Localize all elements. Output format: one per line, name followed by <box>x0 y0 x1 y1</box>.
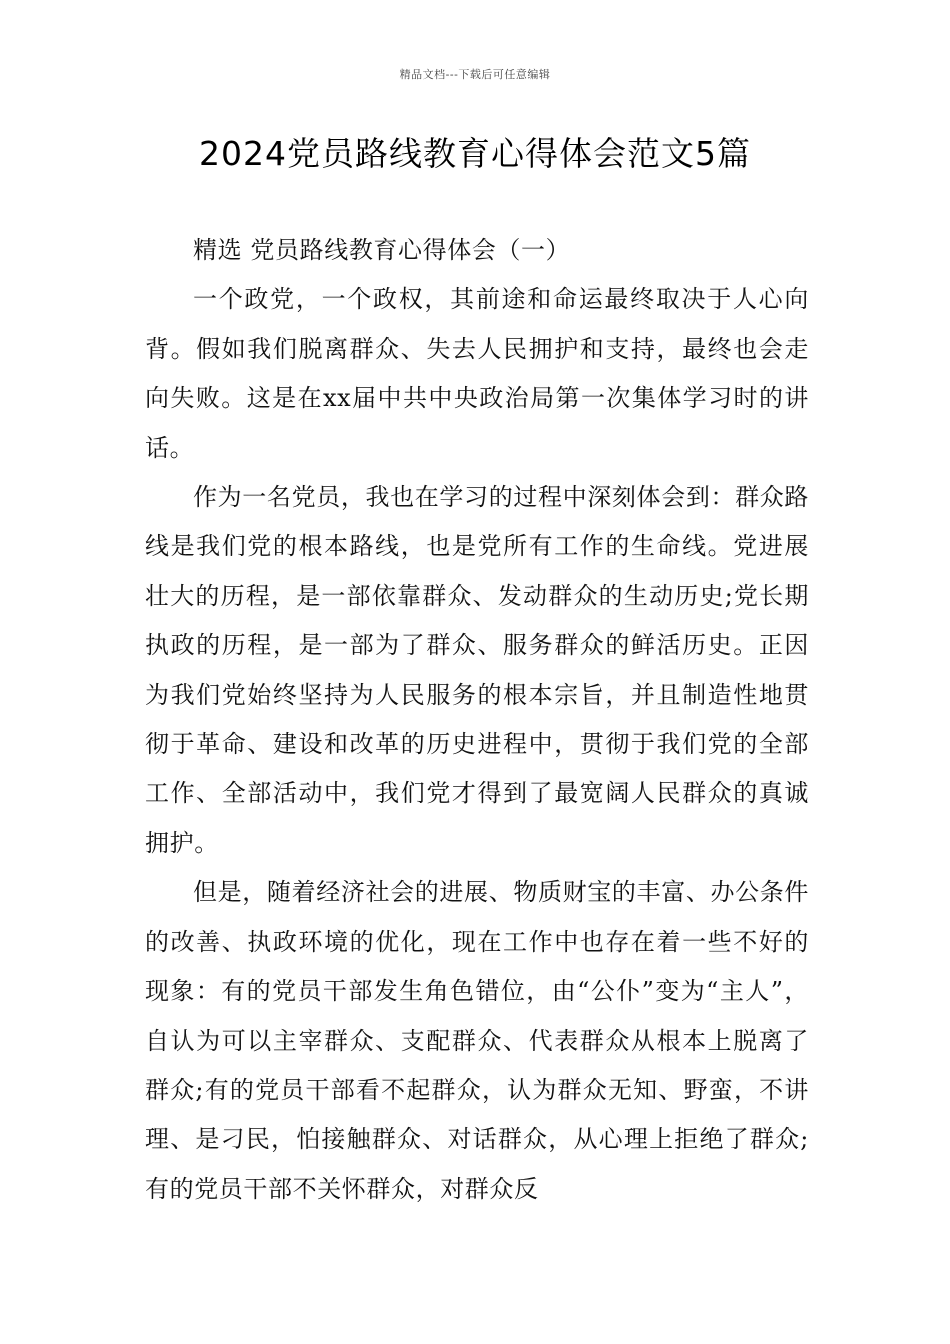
document-title: 2024党员路线教育心得体会范文5篇 <box>199 134 751 173</box>
paragraph-2: 作为一名党员，我也在学习的过程中深刻体会到：群众路线是我们党的根本路线，也是党所有工作的生命线。党进展壮大的历程，是一部依靠群众、发动群众的生动历史;党长期执政的历程，是一部为了群众、服务群众的鲜活历史。正因为我们党始终坚持为人民服务的根本宗旨，并且制造性地贯彻于革命、建设和改革的历史进程中，贯彻于我们党的全部工作、全部活动中，我们党才得到了最宽阔人民群众的真诚拥护。 <box>145 483 809 857</box>
paragraph-1: 一个政党，一个政权，其前途和命运最终取决于人心向背。假如我们脱离群众、失去人民拥护和支持，最终也会走向失败。这是在xx届中共中央政治局第一次集体学习时的讲话。 <box>145 285 809 462</box>
header-note: 精品文档---下载后可任意编辑 <box>399 68 551 81</box>
section-heading: 精选 党员路线教育心得体会（一） <box>193 236 571 264</box>
document-body <box>145 226 809 1214</box>
paragraph-3: 但是，随着经济社会的进展、物质财宝的丰富、办公条件的改善、执政环境的优化，现在工作中也存在着一些不好的现象：有的党员干部发生角色错位，由“公仆”变为“主人”，自认为可以主宰群众、支配群众、代表群众从根本上脱离了群众;有的党员干部看不起群众，认为群众无知、野蛮，不讲理、是刁民，怕接触群众、对话群众，从心理上拒绝了群众;有的党员干部不关怀群众，对群众反 <box>145 878 809 1203</box>
